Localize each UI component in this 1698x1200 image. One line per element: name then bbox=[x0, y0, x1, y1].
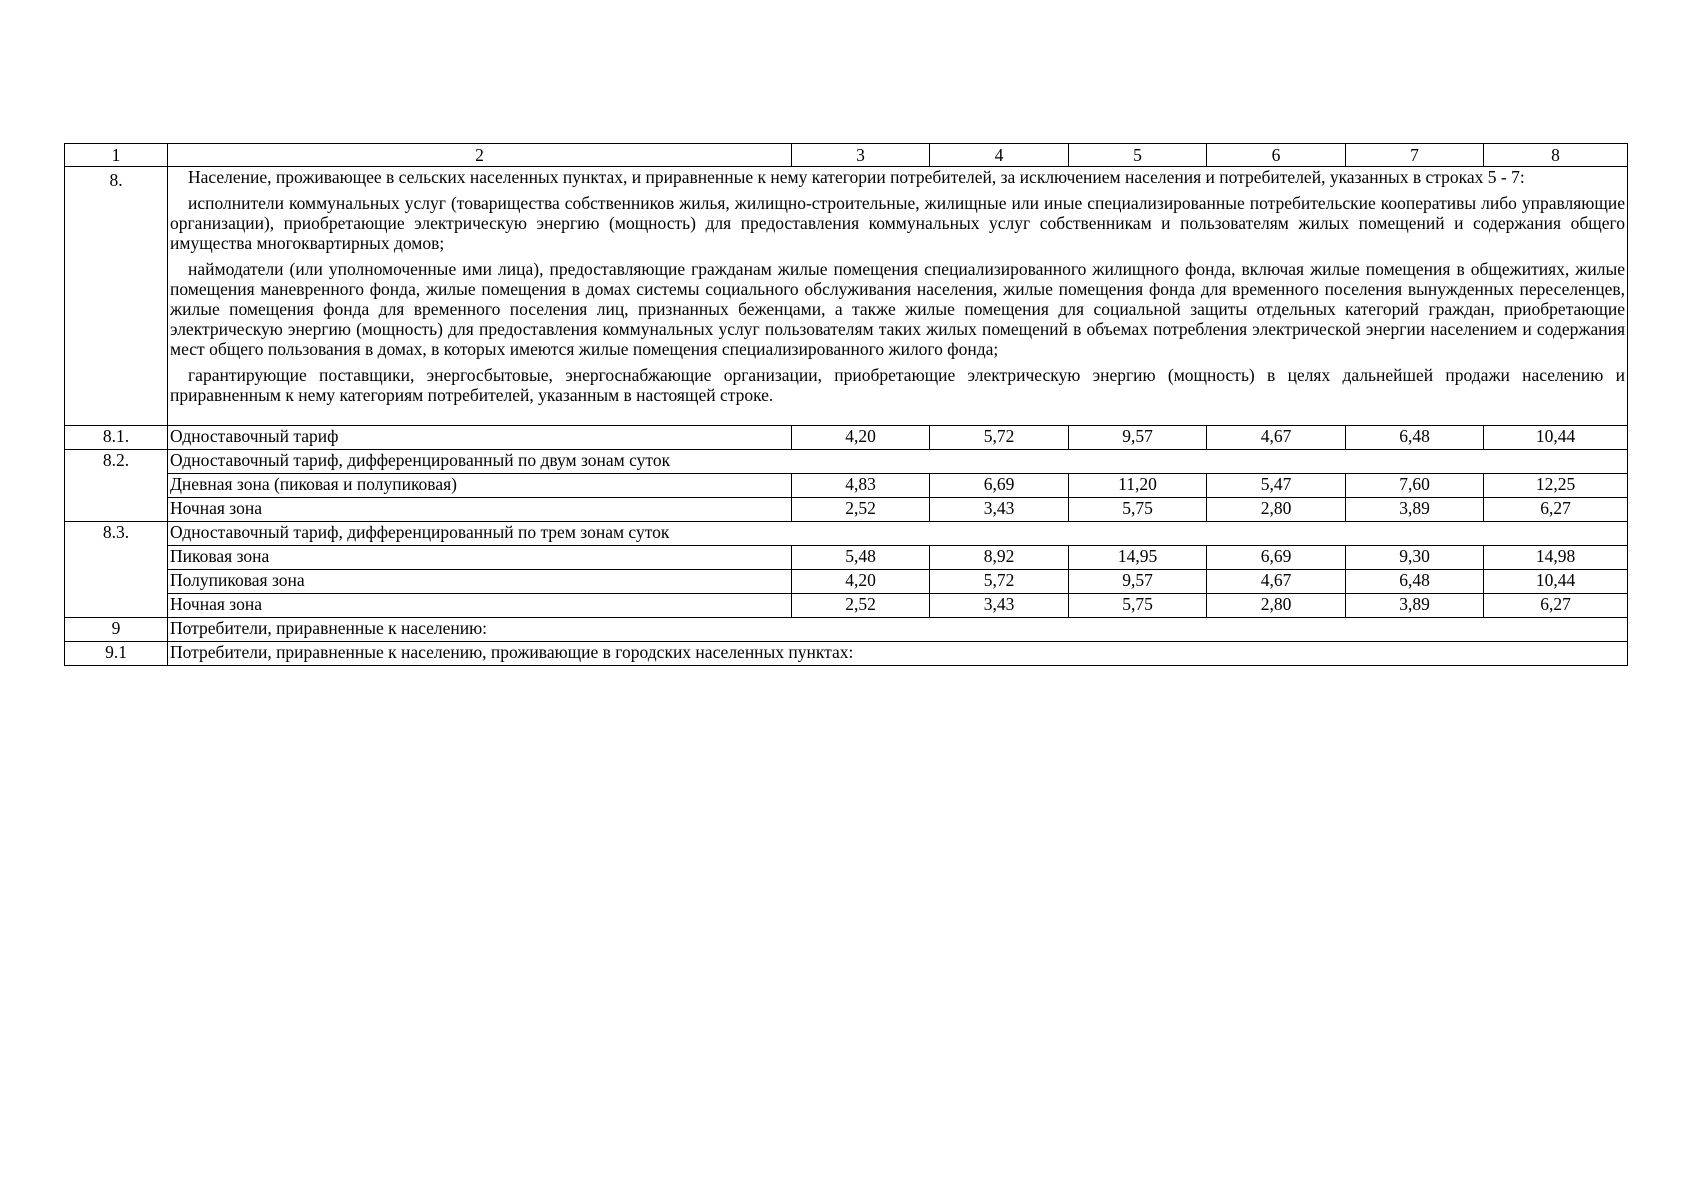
row-number: 8.3. bbox=[65, 522, 168, 618]
row-label: Потребители, приравненные к населению, проживающие в городских населенных пунктах: bbox=[168, 642, 1628, 666]
table-row-zone bbox=[65, 474, 1628, 498]
header-row bbox=[65, 144, 1628, 167]
header-cell: 2 bbox=[168, 144, 792, 167]
value-cell: 3,89 bbox=[1346, 594, 1484, 618]
value-cell: 12,25 bbox=[1484, 474, 1628, 498]
value-cell: 9,57 bbox=[1069, 570, 1207, 594]
spacer bbox=[170, 411, 1625, 425]
value-cell: 5,75 bbox=[1069, 498, 1207, 522]
value-cell: 5,75 bbox=[1069, 594, 1207, 618]
row-number: 8. bbox=[65, 167, 168, 426]
description-paragraph: наймодатели (или уполномоченные ими лица), предоставляющие гражданам жилые помещения специализированного жилищного фонда, включая жилые помещения в общежитиях, жилые помещения маневренного фонда, жилые помещения в домах системы социального обслуживания населения, жилые помещения фонда для временного поселения вынужденных переселенцев, жилые помещения фонда для временного поселения лиц, признанных беженцами, а также жилые помещения для социальной защиты отдельных категорий граждан, приобретающие электрическую энергию (мощность) для предоставления коммунальных услуг пользователям таких жилых помещений в объемах потребления электрической энергии населением и содержания мест общего пользования в домах, в которых имеются жилые помещения специализированного жилого фонда; bbox=[170, 259, 1625, 359]
value-cell: 4,20 bbox=[792, 426, 930, 450]
table-row-8-2 bbox=[65, 450, 1628, 474]
value-cell: 5,48 bbox=[792, 546, 930, 570]
row-title: Одноставочный тариф, дифференцированный по трем зонам суток bbox=[168, 522, 1628, 546]
row-label: Одноставочный тариф bbox=[168, 426, 792, 450]
value-cell: 2,80 bbox=[1207, 498, 1346, 522]
value-cell: 6,48 bbox=[1346, 570, 1484, 594]
value-cell: 4,67 bbox=[1207, 426, 1346, 450]
value-cell: 4,20 bbox=[792, 570, 930, 594]
value-cell: 2,52 bbox=[792, 594, 930, 618]
header-cell: 1 bbox=[65, 144, 168, 167]
value-cell: 3,43 bbox=[930, 594, 1069, 618]
table-row-8-1 bbox=[65, 426, 1628, 450]
row-number: 9 bbox=[65, 618, 168, 642]
description-paragraph: исполнители коммунальных услуг (товарищества собственников жилья, жилищно-строительные, жилищные или иные специализированные потребительские кооперативы либо управляющие организации), приобретающие электрическую энергию (мощность) для предоставления коммунальных услуг собственникам и пользователям жилых помещений и содержания общего имущества многоквартирных домов; bbox=[170, 193, 1625, 253]
table-row-zone bbox=[65, 498, 1628, 522]
header-cell: 3 bbox=[792, 144, 930, 167]
table-row-zone bbox=[65, 594, 1628, 618]
header-cell: 7 bbox=[1346, 144, 1484, 167]
table-row-9 bbox=[65, 618, 1628, 642]
value-cell: 3,89 bbox=[1346, 498, 1484, 522]
value-cell: 9,30 bbox=[1346, 546, 1484, 570]
row-number: 8.2. bbox=[65, 450, 168, 522]
value-cell: 6,48 bbox=[1346, 426, 1484, 450]
tariff-table bbox=[64, 143, 1628, 666]
value-cell: 6,27 bbox=[1484, 498, 1628, 522]
zone-label: Ночная зона bbox=[168, 498, 792, 522]
description-paragraph: гарантирующие поставщики, энергосбытовые, энергоснабжающие организации, приобретающие электрическую энергию (мощность) в целях дальнейшей продажи населению и приравненным к нему категориям потребителей, указанным в настоящей строке. bbox=[170, 365, 1625, 405]
row-label: Потребители, приравненные к населению: bbox=[168, 618, 1628, 642]
value-cell: 10,44 bbox=[1484, 570, 1628, 594]
value-cell: 6,69 bbox=[930, 474, 1069, 498]
table-row-9-1 bbox=[65, 642, 1628, 666]
header-cell: 5 bbox=[1069, 144, 1207, 167]
zone-label: Полупиковая зона bbox=[168, 570, 792, 594]
value-cell: 14,95 bbox=[1069, 546, 1207, 570]
value-cell: 5,72 bbox=[930, 570, 1069, 594]
table-row-8-3 bbox=[65, 522, 1628, 546]
value-cell: 9,57 bbox=[1069, 426, 1207, 450]
table-row-zone bbox=[65, 570, 1628, 594]
value-cell: 11,20 bbox=[1069, 474, 1207, 498]
value-cell: 2,80 bbox=[1207, 594, 1346, 618]
value-cell: 10,44 bbox=[1484, 426, 1628, 450]
table-row-zone bbox=[65, 546, 1628, 570]
value-cell: 7,60 bbox=[1346, 474, 1484, 498]
value-cell: 6,69 bbox=[1207, 546, 1346, 570]
value-cell: 4,67 bbox=[1207, 570, 1346, 594]
value-cell: 2,52 bbox=[792, 498, 930, 522]
zone-label: Дневная зона (пиковая и полупиковая) bbox=[168, 474, 792, 498]
header-cell: 8 bbox=[1484, 144, 1628, 167]
value-cell: 14,98 bbox=[1484, 546, 1628, 570]
row-number: 9.1 bbox=[65, 642, 168, 666]
row-8-description bbox=[168, 167, 1628, 426]
header-cell: 6 bbox=[1207, 144, 1346, 167]
row-title: Одноставочный тариф, дифференцированный по двум зонам суток bbox=[168, 450, 1628, 474]
value-cell: 8,92 bbox=[930, 546, 1069, 570]
header-cell: 4 bbox=[930, 144, 1069, 167]
value-cell: 5,47 bbox=[1207, 474, 1346, 498]
zone-label: Ночная зона bbox=[168, 594, 792, 618]
value-cell: 5,72 bbox=[930, 426, 1069, 450]
row-number: 8.1. bbox=[65, 426, 168, 450]
value-cell: 3,43 bbox=[930, 498, 1069, 522]
value-cell: 4,83 bbox=[792, 474, 930, 498]
value-cell: 6,27 bbox=[1484, 594, 1628, 618]
table-row-8 bbox=[65, 167, 1628, 426]
zone-label: Пиковая зона bbox=[168, 546, 792, 570]
description-paragraph: Население, проживающее в сельских населенных пунктах, и приравненные к нему категории потребителей, за исключением населения и потребителей, указанных в строках 5 - 7: bbox=[188, 167, 1525, 187]
